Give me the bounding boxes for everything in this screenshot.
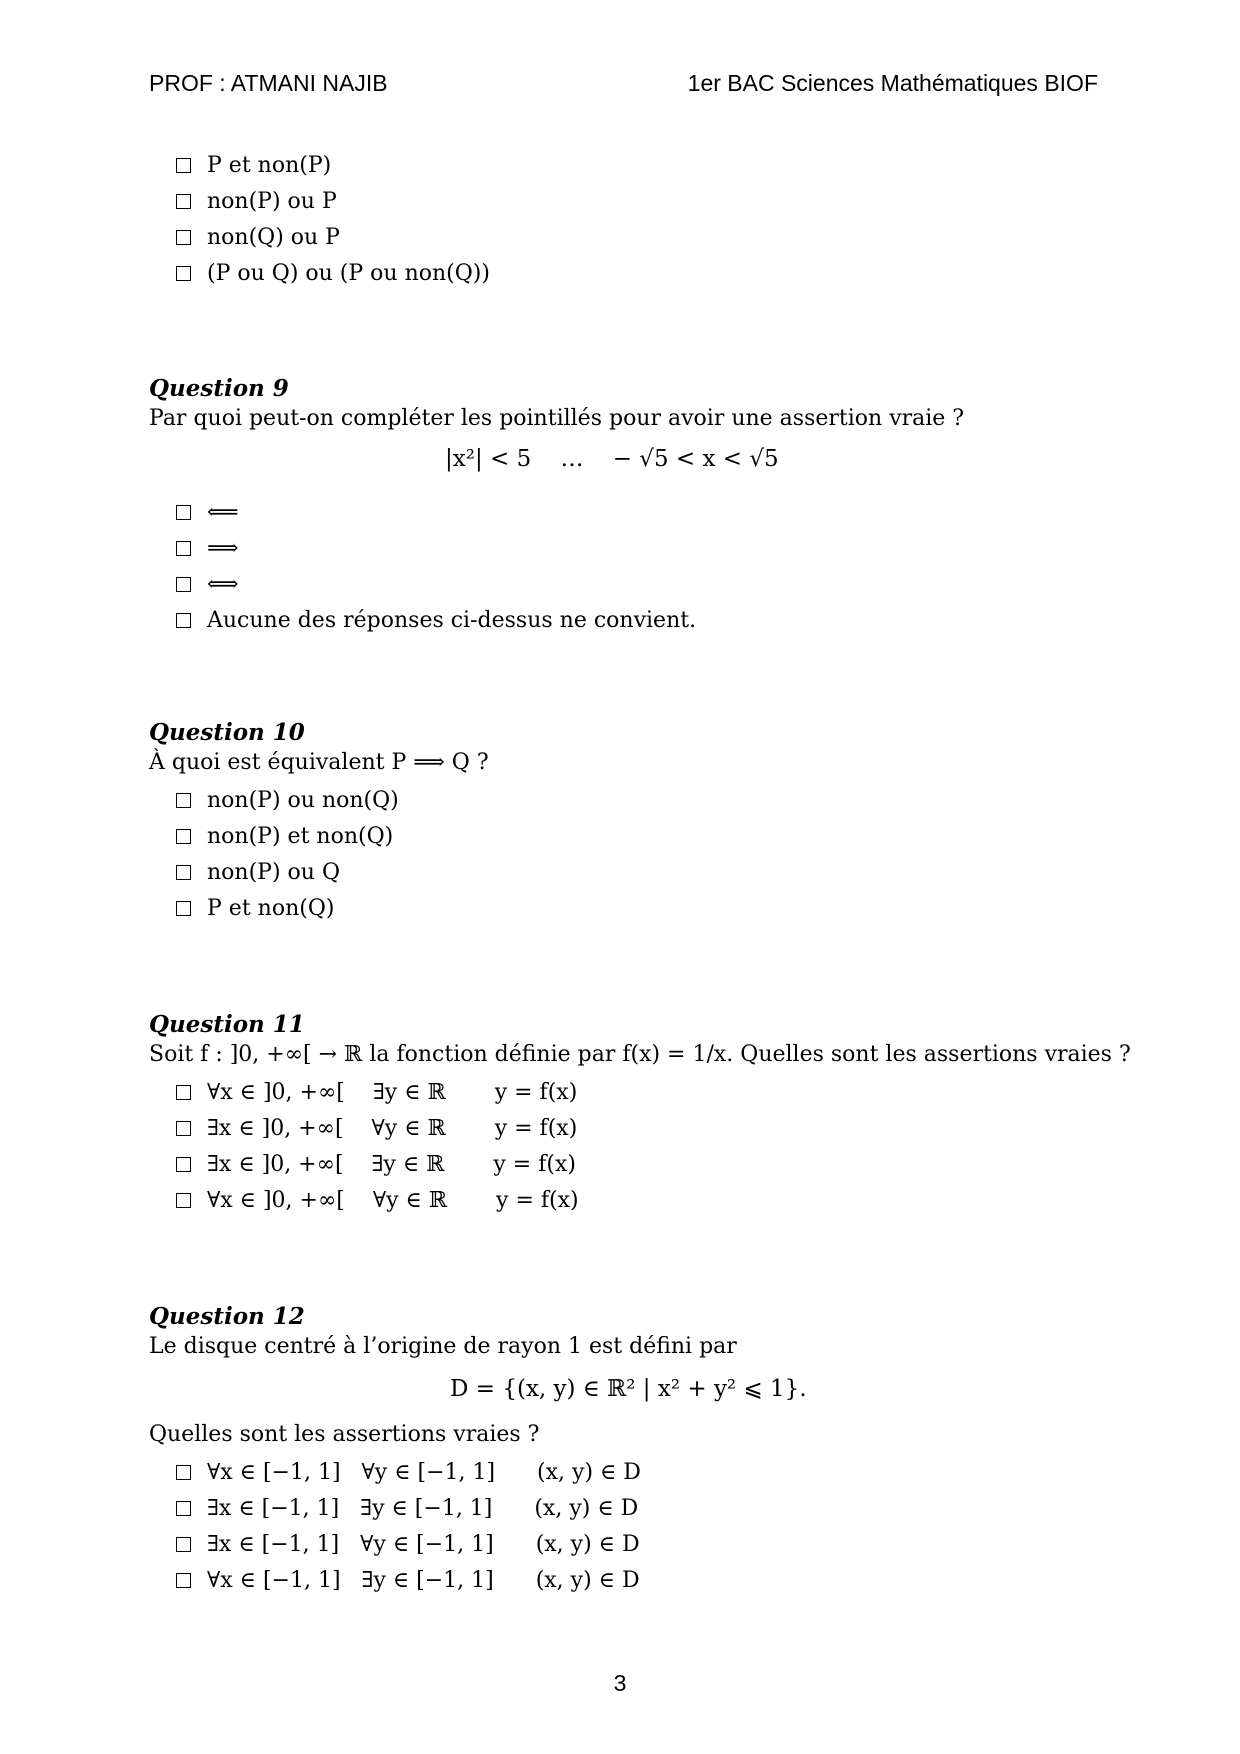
option-label: ∃x ∈ [−1, 1] ∃y ∈ [−1, 1] (x, y) ∈ D — [207, 1495, 639, 1521]
q9-options — [176, 494, 696, 638]
checkbox[interactable] — [176, 541, 191, 556]
q10-option-1[interactable] — [176, 782, 399, 818]
q12-text2: Quelles sont les assertions vraies ? — [149, 1422, 540, 1447]
q8-option-1[interactable] — [176, 147, 490, 183]
option-label: non(P) ou P — [207, 188, 337, 214]
option-label: ⟸ — [207, 499, 239, 525]
q10-option-2[interactable] — [176, 818, 399, 854]
checkbox[interactable] — [176, 266, 191, 281]
checkbox[interactable] — [176, 865, 191, 880]
option-label: ∀x ∈ [−1, 1] ∃y ∈ [−1, 1] (x, y) ∈ D — [207, 1567, 640, 1593]
q8-option-3[interactable] — [176, 219, 490, 255]
question-10 — [149, 718, 489, 778]
q11-option-1[interactable] — [176, 1074, 579, 1110]
option-label: ⟹ — [207, 535, 239, 561]
q11-option-2[interactable] — [176, 1110, 579, 1146]
checkbox[interactable] — [176, 1465, 191, 1480]
q10-title: Question 10 — [149, 719, 305, 746]
option-label: P et non(P) — [207, 152, 332, 178]
q11-title: Question 11 — [149, 1011, 305, 1038]
checkbox[interactable] — [176, 613, 191, 628]
option-label: (P ou Q) ou (P ou non(Q)) — [207, 260, 490, 286]
option-label: ∀x ∈ ]0, +∞[ ∃y ∈ ℝ y = f(x) — [207, 1079, 578, 1105]
q12-option-2[interactable] — [176, 1490, 641, 1526]
q10-options — [176, 782, 399, 926]
option-label: ∀x ∈ [−1, 1] ∀y ∈ [−1, 1] (x, y) ∈ D — [207, 1459, 641, 1485]
page-header — [149, 70, 1098, 100]
checkbox[interactable] — [176, 194, 191, 209]
checkbox[interactable] — [176, 505, 191, 520]
option-label: non(Q) ou P — [207, 224, 340, 250]
question-12 — [149, 1302, 737, 1362]
question-9 — [149, 374, 964, 434]
checkbox[interactable] — [176, 1573, 191, 1588]
q8-option-4[interactable] — [176, 255, 490, 291]
header-author: PROF : ATMANI NAJIB — [149, 70, 388, 96]
q10-option-3[interactable] — [176, 854, 399, 890]
option-label: ∃x ∈ ]0, +∞[ ∃y ∈ ℝ y = f(x) — [207, 1151, 576, 1177]
q12-options — [176, 1454, 641, 1598]
q12-text: Le disque centré à l’origine de rayon 1 est défini par — [149, 1334, 737, 1359]
q9-title: Question 9 — [149, 375, 289, 402]
option-label: non(P) et non(Q) — [207, 823, 394, 849]
checkbox[interactable] — [176, 901, 191, 916]
option-label: P et non(Q) — [207, 895, 335, 921]
checkbox[interactable] — [176, 1157, 191, 1172]
checkbox[interactable] — [176, 1501, 191, 1516]
option-label: non(P) ou Q — [207, 859, 340, 885]
q9-option-1[interactable] — [176, 494, 696, 530]
q9-option-2[interactable] — [176, 530, 696, 566]
q8-options — [176, 147, 490, 291]
checkbox[interactable] — [176, 1537, 191, 1552]
q9-option-4[interactable] — [176, 602, 696, 638]
q12-option-1[interactable] — [176, 1454, 641, 1490]
option-label: non(P) ou non(Q) — [207, 787, 399, 813]
q11-text: Soit f : ]0, +∞[ → ℝ la fonction définie par f(x) = 1/x. Quelles sont les assertions vraies ? — [149, 1042, 1131, 1067]
q9-option-3[interactable] — [176, 566, 696, 602]
q12-option-3[interactable] — [176, 1526, 641, 1562]
checkbox[interactable] — [176, 1121, 191, 1136]
q11-option-3[interactable] — [176, 1146, 579, 1182]
q12-option-4[interactable] — [176, 1562, 641, 1598]
option-label: ⟺ — [207, 571, 239, 597]
checkbox[interactable] — [176, 1085, 191, 1100]
q11-options — [176, 1074, 579, 1218]
q12-title: Question 12 — [149, 1303, 305, 1330]
q9-text: Par quoi peut-on compléter les pointillés pour avoir une assertion vraie ? — [149, 406, 965, 431]
checkbox[interactable] — [176, 158, 191, 173]
q8-option-2[interactable] — [176, 183, 490, 219]
page-number: 3 — [613, 1670, 627, 1696]
q9-formula: |x²| < 5 … − √5 < x < √5 — [445, 446, 779, 472]
q10-option-4[interactable] — [176, 890, 399, 926]
checkbox[interactable] — [176, 793, 191, 808]
checkbox[interactable] — [176, 829, 191, 844]
q12-formula: D = {(x, y) ∈ ℝ² | x² + y² ⩽ 1}. — [450, 1376, 807, 1402]
checkbox[interactable] — [176, 577, 191, 592]
checkbox[interactable] — [176, 1193, 191, 1208]
question-11 — [149, 1010, 1131, 1070]
option-label: ∃x ∈ [−1, 1] ∀y ∈ [−1, 1] (x, y) ∈ D — [207, 1531, 640, 1557]
option-label: Aucune des réponses ci-dessus ne convient. — [207, 607, 697, 633]
header-course: 1er BAC Sciences Mathématiques BIOF — [687, 70, 1098, 96]
option-label: ∀x ∈ ]0, +∞[ ∀y ∈ ℝ y = f(x) — [207, 1187, 579, 1213]
option-label: ∃x ∈ ]0, +∞[ ∀y ∈ ℝ y = f(x) — [207, 1115, 578, 1141]
checkbox[interactable] — [176, 230, 191, 245]
q11-option-4[interactable] — [176, 1182, 579, 1218]
q10-text: À quoi est équivalent P ⟹ Q ? — [149, 750, 489, 775]
